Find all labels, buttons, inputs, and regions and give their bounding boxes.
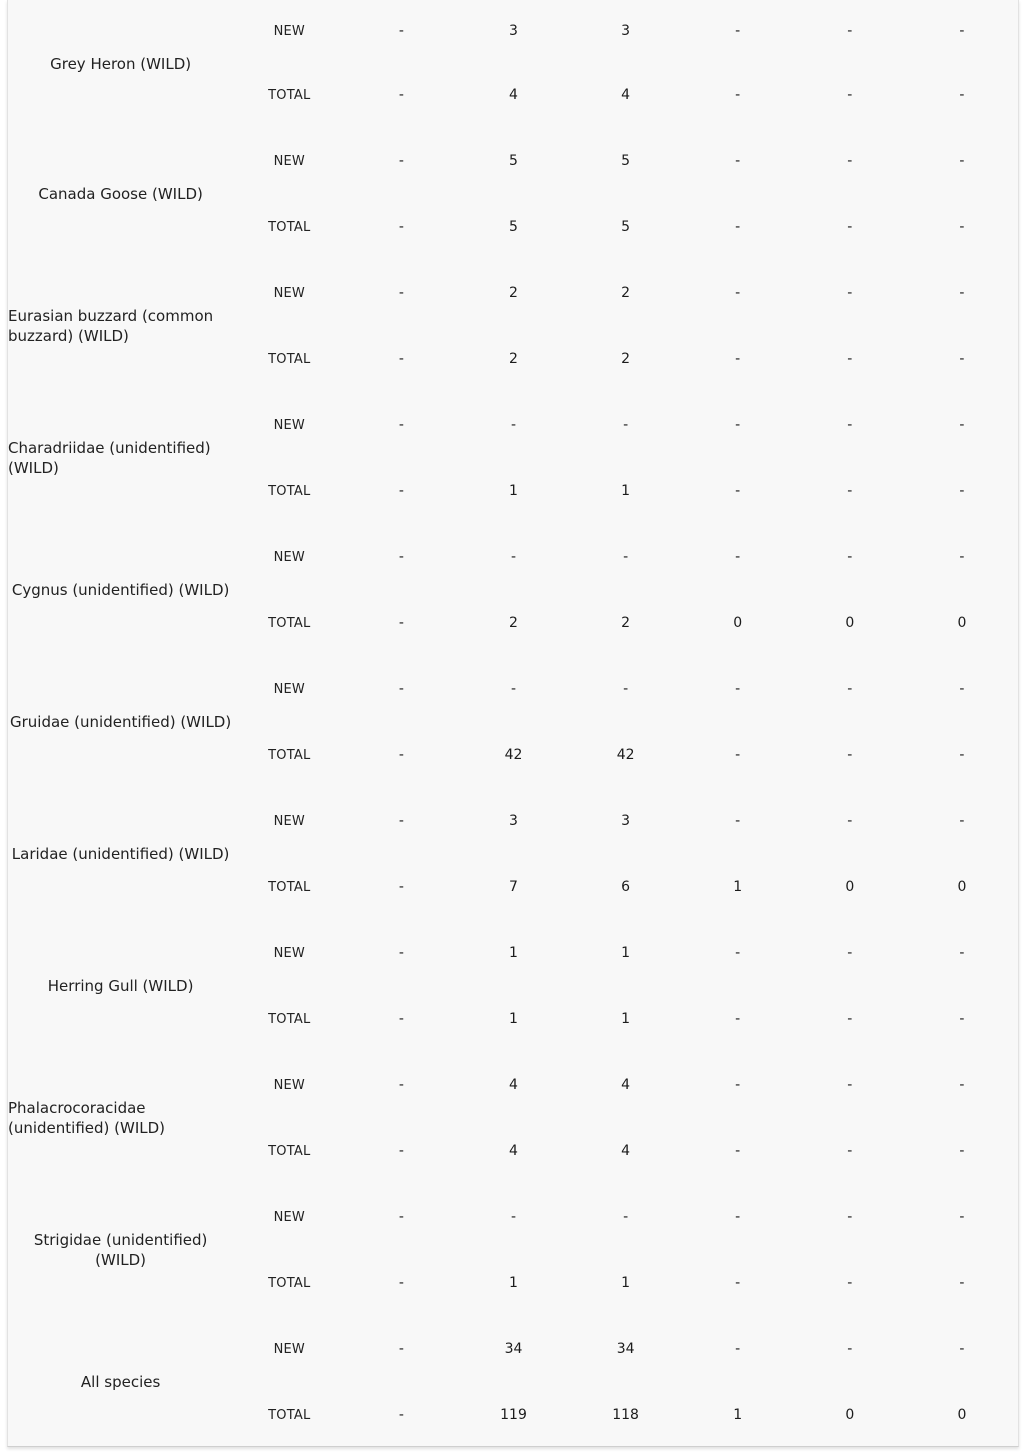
- count-cell: -: [847, 681, 853, 697]
- count-cell: -: [847, 285, 853, 301]
- table-row: [8, 1052, 1018, 1118]
- species-counts-table: [8, 0, 1018, 1448]
- count-cell: 1: [509, 483, 518, 499]
- count-cell: -: [735, 483, 741, 499]
- count-cell: -: [959, 1143, 965, 1159]
- count-cell: -: [959, 681, 965, 697]
- count-cell: -: [959, 483, 965, 499]
- count-cell: 2: [621, 351, 631, 367]
- table-row: [8, 656, 1018, 722]
- count-cell: -: [398, 1341, 404, 1357]
- count-cell: 4: [621, 1143, 631, 1159]
- count-cell: 1: [621, 483, 631, 499]
- count-cell: 4: [509, 1143, 518, 1159]
- species-name-cell: Phalacrocoracidae (unidentified) (WILD): [8, 1099, 166, 1137]
- count-cell: 0: [957, 1407, 967, 1423]
- count-cell: -: [847, 483, 853, 499]
- count-cell: -: [398, 681, 404, 697]
- count-cell: -: [847, 1143, 853, 1159]
- count-cell: -: [735, 351, 741, 367]
- count-cell: 0: [733, 615, 743, 631]
- table-row: [8, 1316, 1018, 1382]
- row-type-cell: TOTAL: [268, 351, 311, 367]
- count-cell: -: [847, 1011, 853, 1027]
- count-cell: -: [847, 945, 853, 961]
- count-cell: -: [398, 1407, 404, 1423]
- count-cell: 3: [621, 23, 631, 39]
- count-cell: 7: [509, 879, 518, 895]
- count-cell: -: [959, 1341, 965, 1357]
- count-cell: 4: [621, 87, 631, 103]
- species-name-cell: Gruidae (unidentified) (WILD): [10, 713, 232, 731]
- count-cell: 119: [500, 1407, 527, 1423]
- count-cell: -: [735, 285, 741, 301]
- species-name-cell: Herring Gull (WILD): [47, 977, 194, 995]
- count-cell: -: [959, 23, 965, 39]
- count-cell: 0: [957, 879, 967, 895]
- count-cell: -: [398, 285, 404, 301]
- count-cell: -: [735, 681, 741, 697]
- count-cell: -: [847, 87, 853, 103]
- count-cell: 1: [509, 1011, 518, 1027]
- count-cell: 2: [509, 615, 518, 631]
- count-cell: -: [959, 1209, 965, 1225]
- count-cell: -: [398, 153, 404, 169]
- count-cell: -: [847, 23, 853, 39]
- count-cell: -: [959, 153, 965, 169]
- count-cell: -: [398, 1011, 404, 1027]
- row-type-cell: TOTAL: [268, 1407, 311, 1423]
- table-row: [8, 0, 1018, 62]
- count-cell: 1: [621, 945, 631, 961]
- count-cell: -: [735, 1275, 741, 1291]
- count-cell: 5: [509, 219, 518, 235]
- count-cell: 118: [612, 1407, 639, 1423]
- row-type-cell: NEW: [273, 1209, 305, 1225]
- count-cell: -: [510, 417, 517, 433]
- count-cell: -: [959, 285, 965, 301]
- count-cell: -: [735, 549, 741, 565]
- row-type-cell: NEW: [273, 1341, 305, 1357]
- row-type-cell: TOTAL: [268, 747, 311, 763]
- row-type-cell: TOTAL: [268, 879, 311, 895]
- count-cell: -: [735, 945, 741, 961]
- row-type-cell: TOTAL: [268, 219, 311, 235]
- count-cell: -: [398, 351, 404, 367]
- count-cell: -: [847, 747, 853, 763]
- count-cell: -: [623, 1209, 629, 1225]
- table-row: [8, 260, 1018, 326]
- count-cell: -: [398, 747, 404, 763]
- species-name-cell: All species: [80, 1373, 161, 1391]
- table-row: [8, 524, 1018, 590]
- count-cell: 34: [616, 1341, 635, 1357]
- count-cell: 42: [616, 747, 635, 763]
- count-cell: -: [398, 417, 404, 433]
- count-cell: -: [847, 813, 853, 829]
- count-cell: -: [959, 1275, 965, 1291]
- count-cell: 3: [509, 23, 518, 39]
- count-cell: -: [398, 23, 404, 39]
- outbreak-species-table-panel: [7, 0, 1019, 1447]
- species-name-cell: Charadriidae (unidentified) (WILD): [8, 439, 211, 477]
- row-type-cell: TOTAL: [268, 1275, 311, 1291]
- count-cell: 2: [509, 285, 518, 301]
- count-cell: 0: [845, 1407, 855, 1423]
- count-cell: -: [510, 681, 517, 697]
- count-cell: 1: [733, 1407, 743, 1423]
- count-cell: 42: [504, 747, 523, 763]
- count-cell: -: [398, 1209, 404, 1225]
- count-cell: -: [398, 483, 404, 499]
- count-cell: 2: [509, 351, 518, 367]
- count-cell: -: [959, 813, 965, 829]
- row-type-cell: NEW: [273, 153, 305, 169]
- count-cell: 1: [621, 1011, 631, 1027]
- count-cell: 4: [509, 1077, 518, 1093]
- count-cell: 34: [504, 1341, 523, 1357]
- count-cell: 3: [621, 813, 631, 829]
- count-cell: -: [623, 681, 629, 697]
- species-name-cell: Eurasian buzzard (common buzzard) (WILD): [8, 307, 214, 345]
- count-cell: 4: [509, 87, 518, 103]
- row-type-cell: NEW: [273, 23, 305, 39]
- count-cell: -: [510, 1209, 517, 1225]
- count-cell: 1: [621, 1275, 631, 1291]
- count-cell: -: [959, 87, 965, 103]
- count-cell: -: [847, 417, 853, 433]
- table-row: [8, 392, 1018, 458]
- count-cell: -: [735, 747, 741, 763]
- row-type-cell: TOTAL: [268, 483, 311, 499]
- count-cell: -: [959, 219, 965, 235]
- row-type-cell: TOTAL: [268, 1143, 311, 1159]
- row-type-cell: NEW: [273, 681, 305, 697]
- count-cell: 0: [845, 879, 855, 895]
- count-cell: 6: [621, 879, 631, 895]
- count-cell: -: [398, 1275, 404, 1291]
- count-cell: -: [398, 1077, 404, 1093]
- count-cell: -: [735, 87, 741, 103]
- count-cell: -: [959, 549, 965, 565]
- row-type-cell: NEW: [273, 813, 305, 829]
- row-type-cell: TOTAL: [268, 1011, 311, 1027]
- count-cell: -: [847, 549, 853, 565]
- count-cell: 5: [509, 153, 518, 169]
- count-cell: 2: [621, 615, 631, 631]
- count-cell: -: [959, 945, 965, 961]
- count-cell: -: [959, 1077, 965, 1093]
- count-cell: -: [510, 549, 517, 565]
- count-cell: -: [398, 879, 404, 895]
- count-cell: -: [398, 1143, 404, 1159]
- table-row: [8, 920, 1018, 986]
- count-cell: 2: [621, 285, 631, 301]
- count-cell: -: [398, 813, 404, 829]
- count-cell: -: [398, 87, 404, 103]
- row-type-cell: NEW: [273, 945, 305, 961]
- row-type-cell: NEW: [273, 417, 305, 433]
- count-cell: -: [735, 1011, 741, 1027]
- count-cell: 5: [621, 153, 631, 169]
- count-cell: -: [847, 351, 853, 367]
- row-type-cell: NEW: [273, 549, 305, 565]
- row-type-cell: NEW: [273, 1077, 305, 1093]
- row-type-cell: NEW: [273, 285, 305, 301]
- count-cell: -: [398, 615, 404, 631]
- species-name-cell: Cygnus (unidentified) (WILD): [11, 581, 230, 599]
- table-row: [8, 128, 1018, 194]
- species-name-cell: Canada Goose (WILD): [38, 185, 203, 203]
- count-cell: -: [623, 417, 629, 433]
- species-name-cell: Laridae (unidentified) (WILD): [11, 845, 230, 863]
- count-cell: 0: [957, 615, 967, 631]
- count-cell: 1: [509, 1275, 518, 1291]
- table-row: [8, 1184, 1018, 1250]
- count-cell: -: [735, 153, 741, 169]
- count-cell: 4: [621, 1077, 631, 1093]
- count-cell: -: [735, 1209, 741, 1225]
- count-cell: -: [847, 219, 853, 235]
- count-cell: -: [847, 1275, 853, 1291]
- count-cell: -: [735, 1341, 741, 1357]
- row-type-cell: TOTAL: [268, 87, 311, 103]
- count-cell: -: [398, 549, 404, 565]
- count-cell: -: [398, 945, 404, 961]
- count-cell: 5: [621, 219, 631, 235]
- count-cell: -: [959, 417, 965, 433]
- count-cell: -: [735, 417, 741, 433]
- count-cell: 3: [509, 813, 518, 829]
- count-cell: 0: [845, 615, 855, 631]
- count-cell: -: [735, 1077, 741, 1093]
- count-cell: -: [847, 1341, 853, 1357]
- count-cell: -: [959, 1011, 965, 1027]
- count-cell: -: [735, 1143, 741, 1159]
- species-name-cell: Grey Heron (WILD): [50, 55, 192, 73]
- count-cell: 1: [509, 945, 518, 961]
- count-cell: -: [735, 23, 741, 39]
- count-cell: -: [735, 813, 741, 829]
- count-cell: -: [847, 153, 853, 169]
- count-cell: -: [959, 351, 965, 367]
- table-row: [8, 788, 1018, 854]
- species-name-cell: Strigidae (unidentified) (WILD): [33, 1231, 208, 1269]
- count-cell: -: [735, 219, 741, 235]
- count-cell: -: [847, 1209, 853, 1225]
- count-cell: 1: [733, 879, 743, 895]
- count-cell: -: [847, 1077, 853, 1093]
- count-cell: -: [959, 747, 965, 763]
- count-cell: -: [623, 549, 629, 565]
- count-cell: -: [398, 219, 404, 235]
- row-type-cell: TOTAL: [268, 615, 311, 631]
